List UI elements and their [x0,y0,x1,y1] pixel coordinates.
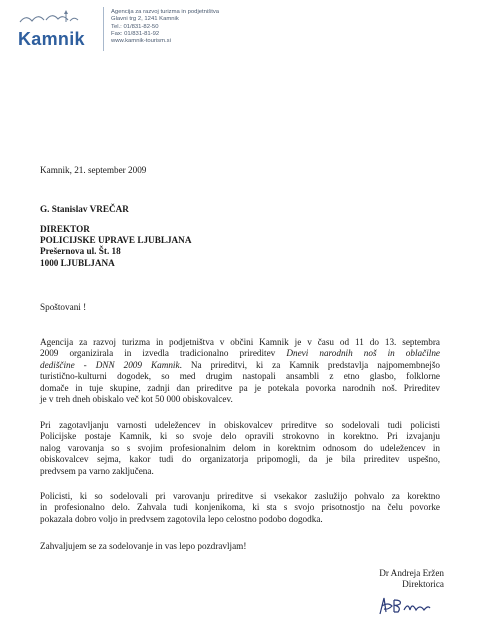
event-title: dediščine - DNN 2009 Kamnik [40,359,180,370]
address-line: DIREKTOR [40,224,90,234]
paragraph-security [40,420,440,477]
agency-name: Agencija za razvoj turizma in podjetništva [111,9,220,15]
event-title: Dnevi narodnih noš in oblačilne [286,348,440,359]
paragraph-line: dediščine - DNN 2009 Kamnik. Na prireditvi, ki za Kamnik predstavlja najpomembnejšo [40,359,440,370]
paragraph-line: predvsem pa varno zaključena. [40,465,154,476]
salutation: Spoštovani ! [40,302,87,312]
paragraph-line: nalog varovanja so s svojim profesionalnim delom in korektnim odnosom do udeležencev in [40,442,440,453]
recipient-address [40,224,191,269]
signer-name: Dr Andreja Eržen [379,568,444,578]
paragraph-line: domače in tuje skupine, zadnji dan prireditve pa je potekala povorka narodnih noš. Prireditev [40,382,440,393]
address-line: 1000 LJUBLJANA [40,257,115,268]
paragraph-line: obiskovalcev sejma, kakor tudi do organizatorja pripomogli, da je bila prireditev uspešno, [40,454,440,465]
paragraph-line: turistično-kulturni dogodek, so med drugim nastopali ansambli z etno glasbo, folklorne [40,371,440,382]
paragraph-praise [40,491,440,525]
address-line: POLICIJSKE UPRAVE LJUBLJANA [40,235,192,246]
address-line: Prešernova ul. Št. 18 [40,246,121,257]
paragraph-event [40,337,440,405]
paragraph-line: Policijske postaje Kamnik, ki so svoje delo opravili strokovno in korektno. Pri izvajanju [40,431,440,442]
paragraph-line: pokazala dobro voljo in predvsem zagotovila lepo celostno podobo dogodka. [40,513,323,524]
signer-title: Direktorica [402,579,444,590]
signature-block [352,568,444,590]
header-divider [103,7,104,51]
closing-line: Zahvaljujem se za sodelovanje in vas lepo pozdravljam! [40,541,247,551]
handwritten-signature [374,592,434,620]
agency-phone: Tel.: 01/831-82-50 [111,23,159,30]
agency-website: www.kamnik-tourism.si [111,38,171,45]
recipient-name: G. Stanislav VREČAR [40,204,129,214]
logo-wordmark: Kamnik [18,29,85,49]
paragraph-line: Agencija za razvoj turizma in podjetništva v občini Kamnik je v času od 11 do 13. septembra [40,337,440,347]
letter-date: Kamnik, 21. september 2009 [40,165,147,175]
agency-address: Glavni trg 2, 1241 Kamnik [111,16,179,23]
agency-fax: Fax: 01/831-81-92 [111,30,160,37]
paragraph-line: je v treh dneh obiskalo več kot 50 000 obiskovalcev. [40,394,233,405]
paragraph-line: 2009 organizirala in izvedla tradicionalno prireditev Dnevi narodnih noš in oblačilne [40,348,440,359]
paragraph-line: Pri zagotavljanju varnosti udeležencev in obiskovalcev prireditve so sodelovali tudi policisti [40,420,440,430]
paragraph-line: in profesionalno delo. Zahvala tudi konjenikoma, ki sta s svojo prisotnostjo na čelu povorke [40,502,440,513]
agency-contact-block [111,9,219,45]
paragraph-line: Policisti, ki so sodelovali pri varovanju prireditve si vsekakor zaslužijo pohvalo za korektno [40,491,440,501]
